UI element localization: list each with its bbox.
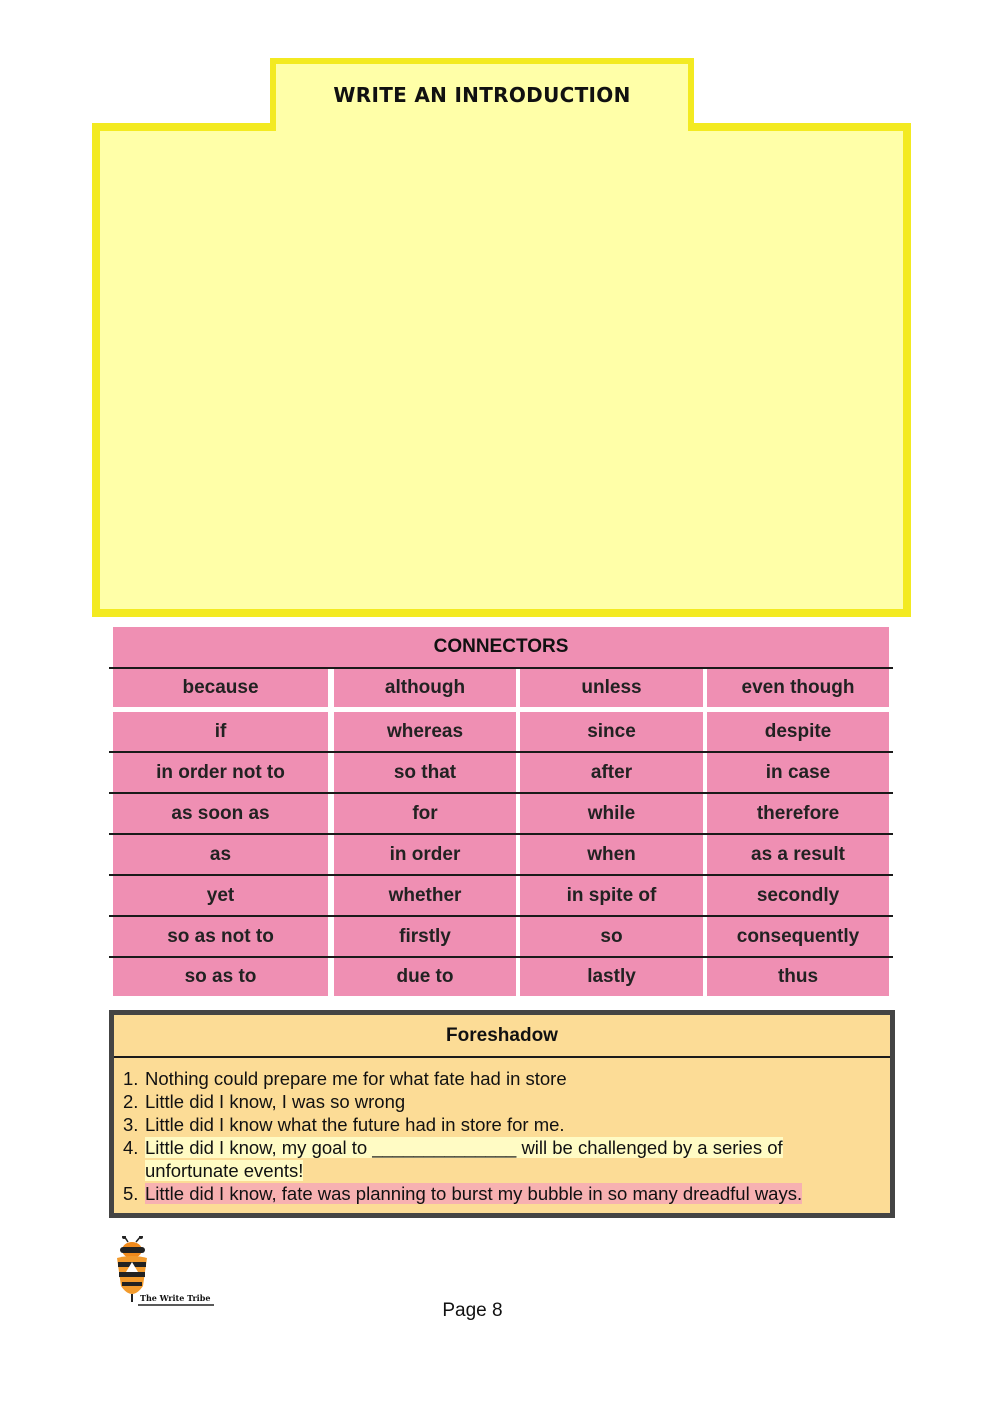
connector-cell: as: [113, 835, 328, 874]
foreshadow-item: [123, 1067, 880, 1090]
connectors-header: CONNECTORS: [113, 627, 889, 667]
foreshadow-box: [109, 1010, 895, 1218]
foreshadow-item-number: 3.: [123, 1114, 139, 1135]
foreshadow-item-text: Little did I know what the future had in store for me.: [145, 1114, 565, 1135]
connector-cell: because: [113, 669, 328, 707]
connector-cell: although: [334, 669, 516, 707]
foreshadow-item-number: 4.: [123, 1137, 139, 1158]
connector-cell: as soon as: [113, 794, 328, 833]
foreshadow-item-text: Nothing could prepare me for what fate had in store: [145, 1068, 567, 1089]
connector-cell: so: [520, 917, 703, 956]
foreshadow-item: [123, 1090, 880, 1113]
connector-cell: after: [520, 753, 703, 792]
connector-cell: in case: [707, 753, 889, 792]
connector-cell: yet: [113, 876, 328, 915]
connector-cell: even though: [707, 669, 889, 707]
connector-cell: when: [520, 835, 703, 874]
connector-cell: for: [334, 794, 516, 833]
connector-cell: whereas: [334, 712, 516, 751]
foreshadow-item-number: 2.: [123, 1091, 139, 1112]
connector-cell: therefore: [707, 794, 889, 833]
connector-cell: secondly: [707, 876, 889, 915]
foreshadow-item-text: Little did I know, I was so wrong: [145, 1091, 406, 1112]
page-number: Page 8: [442, 1300, 503, 1321]
connector-cell: consequently: [707, 917, 889, 956]
connector-cell: in order not to: [113, 753, 328, 792]
title-tab-join: [276, 118, 688, 134]
connector-cell: since: [520, 712, 703, 751]
connector-cell: so that: [334, 753, 516, 792]
introduction-input[interactable]: [108, 140, 899, 604]
connector-cell: firstly: [334, 917, 516, 956]
connector-cell: if: [113, 712, 328, 751]
connector-cell: despite: [707, 712, 889, 751]
connector-cell: while: [520, 794, 703, 833]
page-title: WRITE AN INTRODUCTION: [333, 83, 631, 107]
foreshadow-title: Foreshadow: [446, 1025, 558, 1046]
connector-cell: whether: [334, 876, 516, 915]
connector-cell: in spite of: [520, 876, 703, 915]
connector-cell: so as to: [113, 958, 328, 996]
connector-cell: unless: [520, 669, 703, 707]
logo-text: The Write Tribe: [140, 1293, 211, 1303]
connector-cell: so as not to: [113, 917, 328, 956]
foreshadow-item-number: 5.: [123, 1183, 139, 1204]
connector-cell: lastly: [520, 958, 703, 996]
connector-cell: as a result: [707, 835, 889, 874]
connector-cell: due to: [334, 958, 516, 996]
foreshadow-divider: [114, 1056, 890, 1058]
connector-cell: thus: [707, 958, 889, 996]
foreshadow-item: [123, 1182, 880, 1205]
foreshadow-item-text: Little did I know, fate was planning to burst my bubble in so many dreadful ways.: [145, 1183, 803, 1204]
foreshadow-item: [123, 1113, 880, 1136]
foreshadow-list: [123, 1067, 880, 1205]
connector-cell: in order: [334, 835, 516, 874]
foreshadow-item: [123, 1136, 880, 1182]
foreshadow-item-text: Little did I know, my goal to ______________ will be challenged by a series of unfortunate events!: [145, 1137, 783, 1181]
foreshadow-item-number: 1.: [123, 1068, 139, 1089]
